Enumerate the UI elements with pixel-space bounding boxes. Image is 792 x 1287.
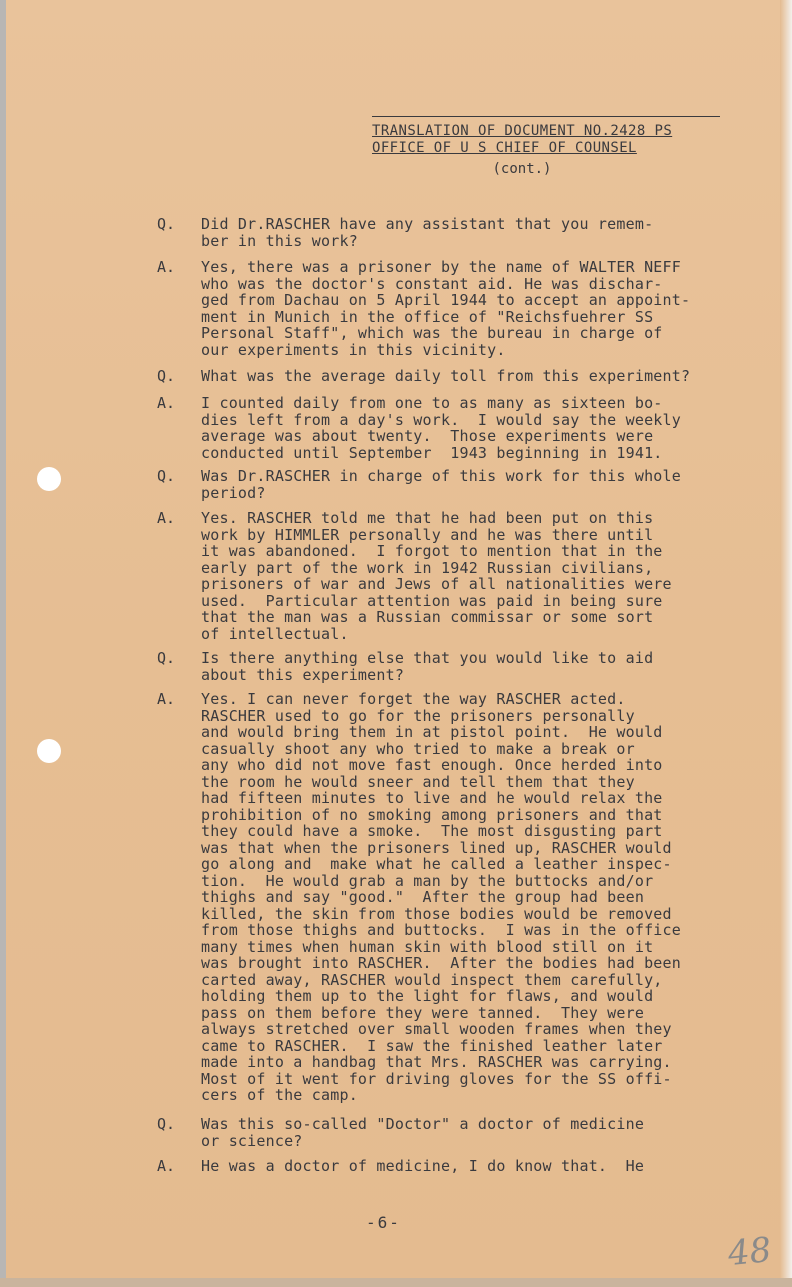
entry-label: Q. (157, 467, 176, 485)
entry-text: Was this so-called "Doctor" a doctor of medicine or science? (201, 1115, 645, 1150)
entry-text: He was a doctor of medicine, I do know that. He (201, 1157, 645, 1175)
header-rule (372, 116, 720, 117)
entry-label: Q. (157, 215, 176, 233)
entry-label: Q. (157, 367, 176, 385)
entry-label: A. (157, 690, 176, 708)
entry-label: A. (157, 258, 176, 276)
entry-text: Yes. RASCHER told me that he had been put on this work by HIMMLER personally and he was there until it was abandoned. I forgot to mention that in the early part of the work in 1942 Russian civilians, prisoners of war and Jews of all nationalities were used. Particular attention was paid in being sure that the man was a Russian commissar or some sort of intellectual. (201, 509, 672, 643)
page-number: -6- (366, 1213, 401, 1232)
entry-text: Did Dr.RASCHER have any assistant that you remem- ber in this work? (201, 215, 654, 250)
header-office: OFFICE OF U S CHIEF OF COUNSEL (372, 140, 637, 156)
entry-label: A. (157, 509, 176, 527)
entry-text: Is there anything else that you would like to aid about this experiment? (201, 649, 654, 684)
scan-right-edge (780, 0, 792, 1287)
entry-label: A. (157, 1157, 176, 1175)
entry-text: Was Dr.RASCHER in charge of this work for this whole period? (201, 467, 681, 502)
entry-text: Yes. I can never forget the way RASCHER acted. RASCHER used to go for the prisoners personally and would bring them in at pistol point. He would casually shoot any who tried to make a break or any who did not move fast enough. Once herded into the room he would sneer and tell them that they had fifteen minutes to live and he would relax the prohibition of no smoking among prisoners and that they could have a smoke. The most disgusting part was that when the prisoners lined up, RASCHER would go along and make what he called a leather inspec- tion. He would grab a man by the buttocks and/or thighs and say "good." After the group had been killed, the skin from those bodies would be removed from those thighs and buttocks. I was in the office many times when human skin with blood still on it was brought into RASCHER. After the bodies had been carted away, RASCHER would inspect them carefully, holding them up to the light for flaws, and would pass on them before they were tanned. They were always stretched over small wooden frames when they came to RASCHER. I saw the finished leather later made into a handbag that Mrs. RASCHER was carrying. Most of it went for driving gloves for the SS offi- cers of the camp. (201, 690, 681, 1104)
punch-hole-bottom (37, 739, 61, 763)
scan-left-edge (0, 0, 6, 1287)
handwritten-page-number: 48 (726, 1229, 774, 1275)
header-continued: (cont.) (492, 161, 552, 177)
punch-hole-top (37, 467, 61, 491)
entry-text: Yes, there was a prisoner by the name of WALTER NEFF who was the doctor's constant aid. He was dischar- ged from Dachau on 5 April 1944 to accept an appoint- ment in Munich in the office of "Reichsfuehrer SS Personal Staff", which was the bureau in charge of our experiments in this vicinity. (201, 258, 691, 359)
entry-label: A. (157, 394, 176, 412)
document-header (372, 116, 722, 177)
entry-text: What was the average daily toll from this experiment? (201, 367, 691, 385)
scan-bottom-edge (0, 1278, 792, 1287)
entry-label: Q. (157, 649, 176, 667)
entry-text: I counted daily from one to as many as sixteen bo- dies left from a day's work. I would say the weekly average was about twenty. Those experiments were conducted until September 1943 beginning in 1941. (201, 394, 681, 462)
header-title: TRANSLATION OF DOCUMENT NO.2428 PS (372, 123, 673, 139)
entry-label: Q. (157, 1115, 176, 1133)
